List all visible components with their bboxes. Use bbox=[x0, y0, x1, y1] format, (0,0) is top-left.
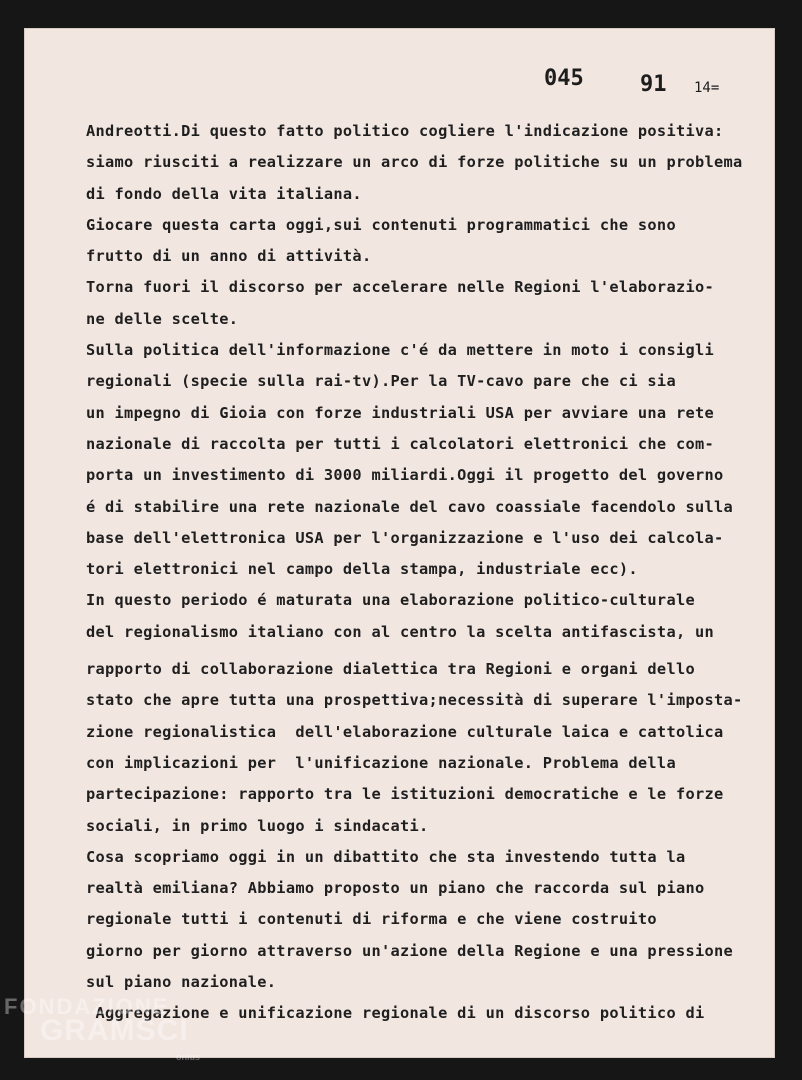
archive-number: 045 bbox=[544, 66, 584, 91]
text-line: frutto di un anno di attività. bbox=[86, 247, 372, 266]
text-line: é di stabilire una rete nazionale del cavo coassiale facendolo sulla bbox=[86, 497, 734, 516]
text-line: realtà emiliana? Abbiamo proposto un piano che raccorda sul piano bbox=[86, 879, 705, 898]
typed-document-page bbox=[24, 28, 775, 1058]
text-line: zione regionalistica dell'elaborazione culturale laica e cattolica bbox=[86, 722, 724, 741]
text-line: regionale tutti i contenuti di riforma e che viene costruito bbox=[86, 910, 657, 929]
text-line: di fondo della vita italiana. bbox=[86, 184, 362, 203]
text-line: siamo riusciti a realizzare un arco di forze politiche su un problema bbox=[86, 153, 743, 172]
text-line: partecipazione: rapporto tra le istituzioni democratiche e le forze bbox=[86, 785, 724, 804]
text-line: Torna fuori il discorso per accelerare nelle Regioni l'elaborazio- bbox=[86, 278, 715, 297]
text-line: nazionale di raccolta per tutti i calcolatori elettronici che com- bbox=[86, 434, 715, 453]
text-line: Andreotti.Di questo fatto politico cogliere l'indicazione positiva: bbox=[86, 122, 724, 140]
text-line: base dell'elettronica USA per l'organizzazione e l'uso dei calcola- bbox=[86, 528, 724, 547]
text-line: Cosa scopriamo oggi in un dibattito che sta investendo tutta la bbox=[86, 847, 686, 866]
text-line: Giocare questa carta oggi,sui contenuti programmatici che sono bbox=[86, 215, 676, 234]
text-line: rapporto di collaborazione dialettica tra Regioni e organi dello bbox=[86, 660, 695, 679]
text-line: stato che apre tutta una prospettiva;necessità di superare l'imposta- bbox=[86, 691, 743, 710]
text-line: sul piano nazionale. bbox=[86, 973, 277, 992]
fondazione-gramsci-watermark bbox=[4, 994, 200, 1062]
text-line: In questo periodo é maturata una elaborazione politico-culturale bbox=[86, 591, 695, 610]
page-number: 91 bbox=[640, 72, 667, 97]
text-line: tori elettronici nel campo della stampa, industriale ecc). bbox=[86, 560, 638, 579]
text-line: con implicazioni per l'unificazione nazionale. Problema della bbox=[86, 753, 676, 772]
watermark-suffix: onlus bbox=[176, 1052, 200, 1062]
watermark-line2: GRAMSCI bbox=[40, 1014, 189, 1047]
sheet-number: 14= bbox=[694, 80, 720, 96]
text-line: del regionalismo italiano con al centro la scelta antifascista, un bbox=[86, 622, 715, 641]
text-line: porta un investimento di 3000 miliardi.Oggi il progetto del governo bbox=[86, 466, 724, 485]
text-line: sociali, in primo luogo i sindacati. bbox=[86, 816, 429, 835]
text-line: un impegno di Gioia con forze industriali USA per avviare una rete bbox=[86, 403, 715, 422]
text-line: giorno per giorno attraverso un'azione della Regione e una pressione bbox=[86, 941, 734, 960]
text-line: Sulla politica dell'informazione c'é da mettere in moto i consigli bbox=[86, 341, 715, 360]
text-line: Aggregazione e unificazione regionale di un discorso politico di bbox=[86, 1004, 705, 1023]
typed-text-body bbox=[86, 116, 766, 1030]
text-line: ne delle scelte. bbox=[86, 309, 239, 328]
watermark-line1: FONDAZIONE bbox=[4, 994, 170, 1019]
text-line: regionali (specie sulla rai-tv).Per la TV-cavo pare che ci sia bbox=[86, 372, 676, 391]
